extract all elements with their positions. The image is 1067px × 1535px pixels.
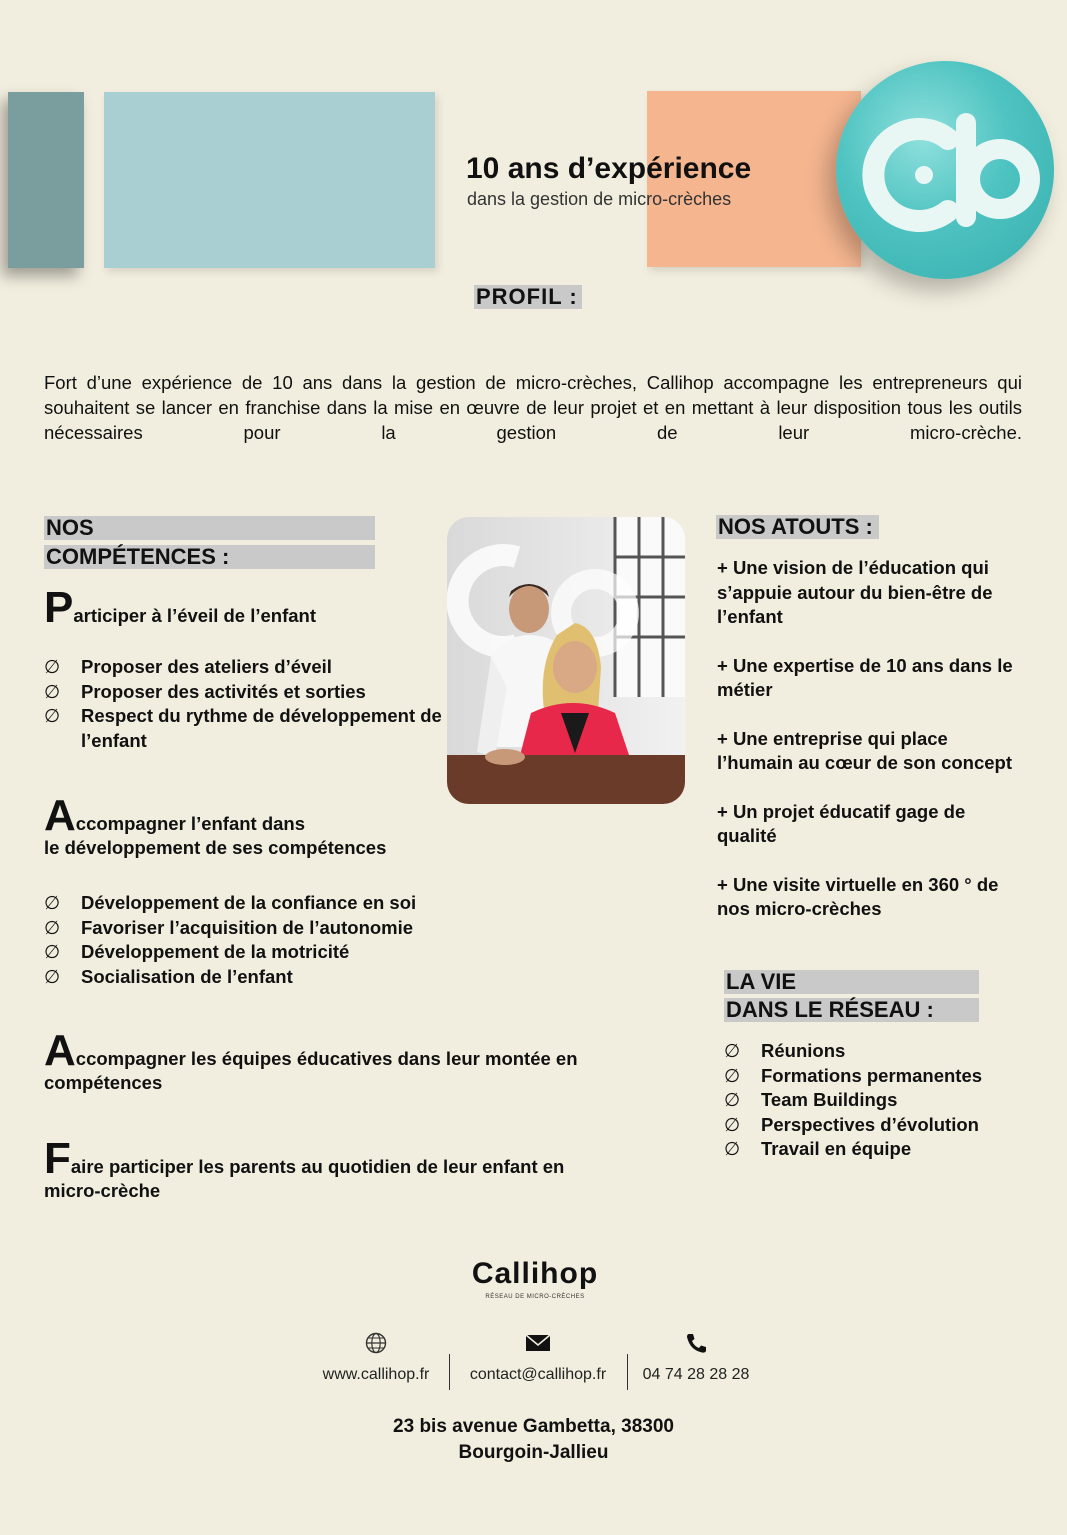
headline: 10 ans d’expérience: [466, 152, 752, 185]
divider: [627, 1354, 628, 1390]
list-item: ∅ Développement de la motricité: [44, 940, 454, 965]
list-item: ∅ Réunions: [724, 1039, 1024, 1064]
atout-item: + Une expertise de 10 ans dans le métier: [717, 654, 1013, 700]
atout-item: + Une visite virtuelle en 360 ° de nos micro-crèches: [717, 873, 999, 919]
empty-set-bullet-icon: ∅: [724, 1040, 741, 1061]
atout-item: + Une vision de l’éducation qui s’appuie autour du bien-être de l’enfant: [717, 557, 993, 627]
competence-heading-eveil: [44, 583, 317, 632]
dropcap: A: [44, 791, 76, 840]
empty-set-bullet-icon: ∅: [44, 965, 61, 987]
cb-monogram-icon: [836, 61, 1054, 279]
list-item: ∅ Favoriser l’acquisition de l’autonomie: [44, 916, 454, 941]
decorative-teal-block: [8, 92, 84, 268]
empty-set-bullet-icon: ∅: [44, 892, 61, 913]
subheadline-highlight: micro-crèches: [618, 189, 732, 209]
atout-item: + Une entreprise qui place l’humain au cœur de son concept: [717, 727, 1013, 773]
competence-heading-parents: Faire participer les parents au quotidien de leur enfant en micro-crèche: [44, 1134, 565, 1201]
list-item: ∅ Perspectives d’évolution: [724, 1113, 1024, 1138]
competence-heading-developpement: Accompagner l’enfant dans le développement de ses compétences: [44, 791, 387, 858]
email-link[interactable]: contact@callihop.fr: [469, 1366, 607, 1383]
brand-name: Callihop: [471, 1257, 599, 1290]
reseau-title-line2: DANS LE RÉSEAU :: [724, 998, 979, 1022]
brand-tagline: RÉSEAU DE MICRO-CRÈCHES: [485, 1294, 585, 1300]
profil-title: PROFIL :: [474, 285, 582, 309]
atout-item: + Un projet éducatif gage de qualité: [717, 800, 966, 846]
postal-address: [300, 1414, 767, 1466]
competence-list-developpement: [44, 891, 454, 989]
team-photo-illustration: [447, 517, 685, 804]
empty-set-bullet-icon: ∅: [724, 1138, 741, 1159]
globe-icon: [312, 1332, 440, 1354]
contact-website[interactable]: [312, 1332, 440, 1384]
competences-title-line2: COMPÉTENCES :: [44, 545, 375, 569]
contact-phone[interactable]: [635, 1332, 757, 1384]
competence-heading-equipes: Accompagner les équipes éducatives dans leur montée en compétences: [44, 1026, 578, 1093]
subheadline-prefix: dans la gestion de: [467, 189, 619, 209]
website-link[interactable]: www.callihop.fr: [322, 1366, 430, 1383]
callihop-logo: [460, 1257, 610, 1305]
decorative-lightblue-block: [104, 92, 435, 268]
envelope-icon: [458, 1332, 618, 1354]
reseau-title-line1: LA VIE: [724, 970, 979, 994]
atouts-list: [717, 556, 1022, 946]
list-item: ∅ Socialisation de l’enfant: [44, 965, 454, 990]
reseau-list: [724, 1039, 1024, 1162]
phone-number[interactable]: 04 74 28 28 28: [642, 1366, 750, 1383]
dropcap: F: [44, 1134, 71, 1183]
list-item: ∅ Travail en équipe: [724, 1137, 1024, 1162]
empty-set-bullet-icon: ∅: [44, 705, 61, 726]
contact-email[interactable]: [458, 1332, 618, 1384]
competence-list-eveil: [44, 655, 444, 753]
heading-text: articiper à l’éveil de l’enfant: [73, 605, 317, 626]
subheadline: [467, 189, 731, 210]
divider: [449, 1354, 450, 1390]
empty-set-bullet-icon: ∅: [724, 1089, 741, 1110]
dropcap: A: [44, 1026, 76, 1075]
dropcap: P: [44, 583, 74, 632]
team-photo: [447, 517, 685, 804]
address-line2: Bourgoin-Jallieu: [458, 1442, 609, 1463]
competences-title-line1: NOS: [44, 516, 375, 540]
list-item: ∅ Respect du rythme de développement de l’enfant: [44, 705, 442, 751]
list-item: ∅ Formations permanentes: [724, 1064, 1024, 1089]
list-item: ∅ Team Buildings: [724, 1088, 1024, 1113]
profil-text: Fort d’une expérience de 10 ans dans la gestion de micro-crèches, Callihop accompagne les entrepreneurs qui souhaitent se lancer en franchise dans la mise en œuvre de leur projet et en mettant à leur disposition tous les outils nécessaires pour la gestion de leur micro-crèche.: [44, 372, 1022, 443]
list-item: ∅ Proposer des activités et sorties: [44, 680, 444, 705]
empty-set-bullet-icon: ∅: [44, 656, 61, 677]
list-item: ∅ Proposer des ateliers d’éveil: [44, 655, 444, 680]
cb-logo-sphere: [836, 61, 1054, 279]
phone-icon: [635, 1332, 757, 1354]
list-item: ∅ Développement de la confiance en soi: [44, 891, 454, 916]
atouts-title: NOS ATOUTS :: [716, 515, 879, 539]
empty-set-bullet-icon: ∅: [44, 916, 61, 938]
empty-set-bullet-icon: ∅: [724, 1113, 741, 1135]
empty-set-bullet-icon: ∅: [44, 680, 61, 702]
address-line1: 23 bis avenue Gambetta, 38300: [393, 1416, 674, 1437]
empty-set-bullet-icon: ∅: [724, 1064, 741, 1086]
empty-set-bullet-icon: ∅: [44, 941, 61, 962]
